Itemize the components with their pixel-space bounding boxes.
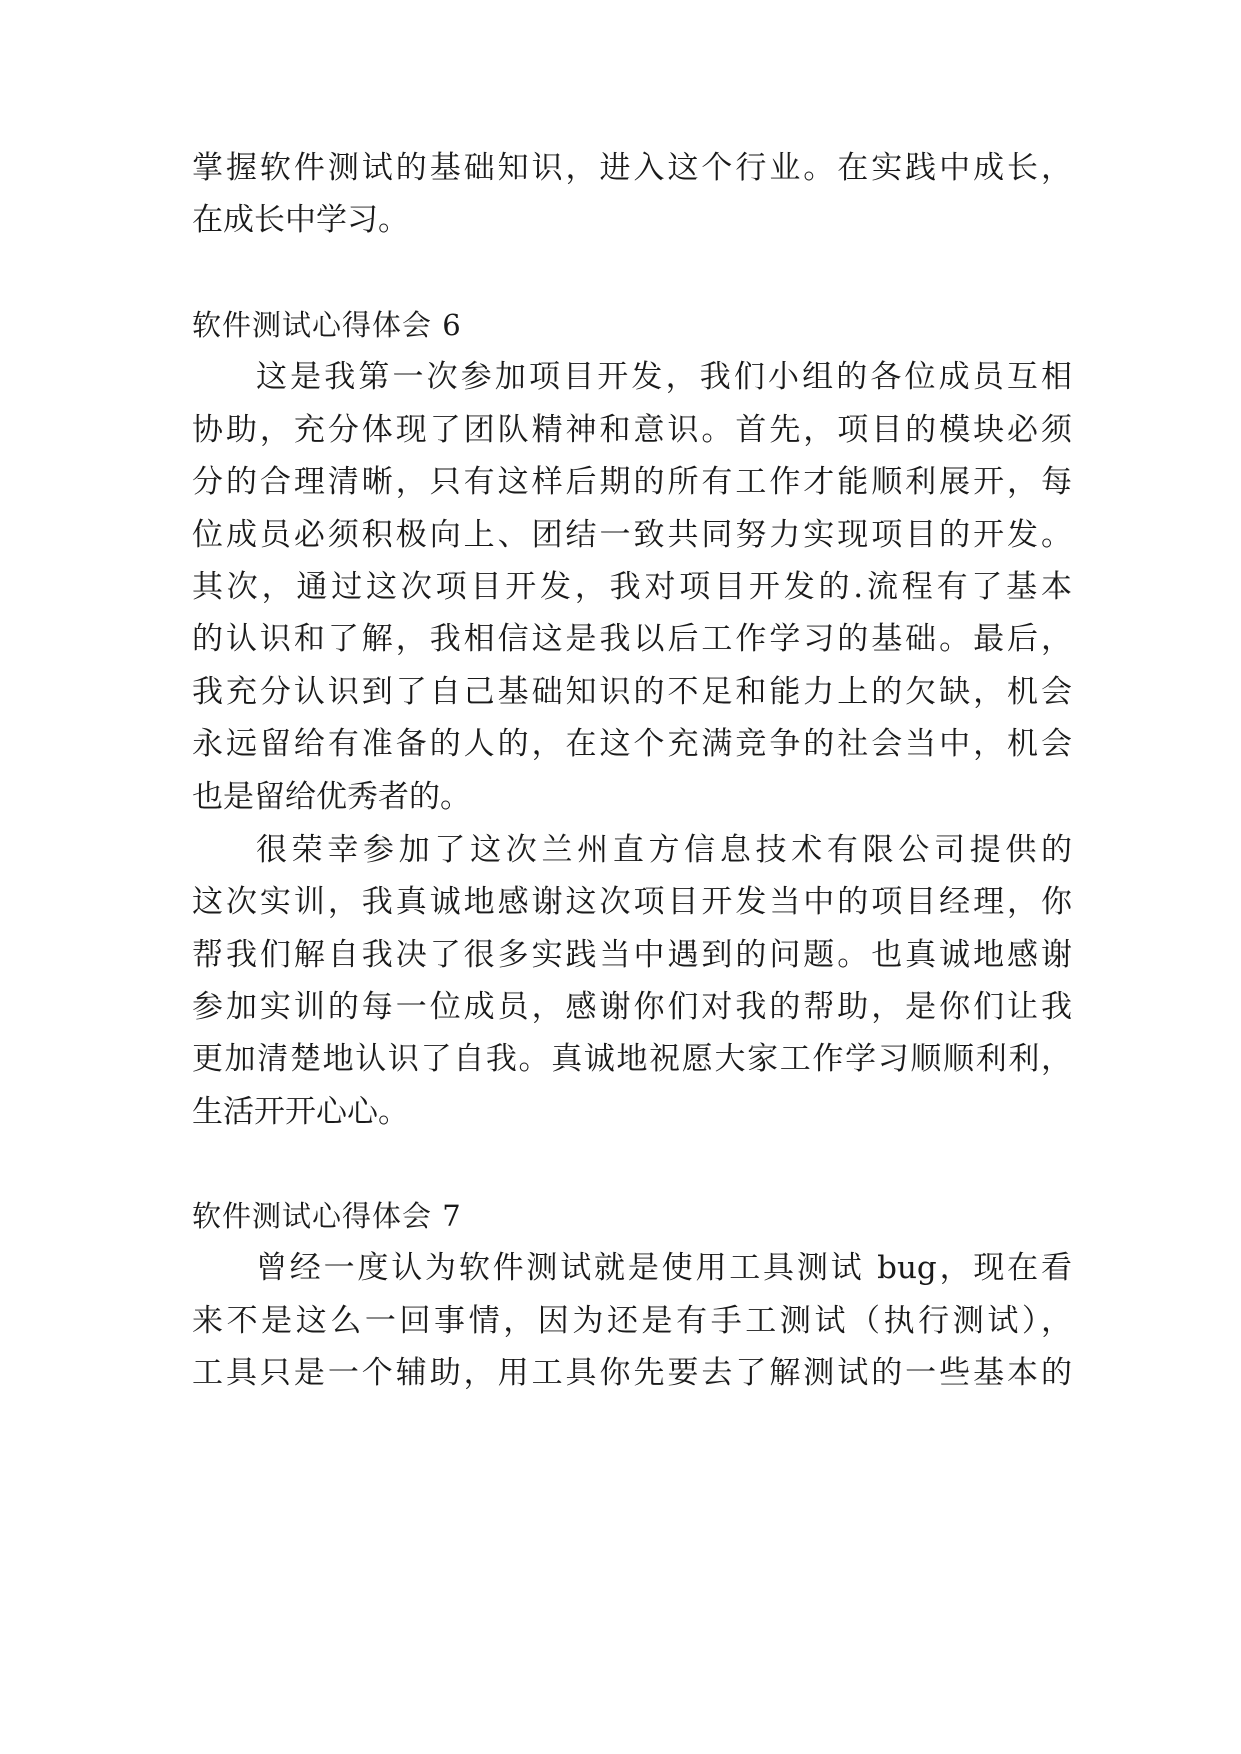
s6-p1-line-1: 这是我第一次参加项目开发，我们小组的各位成员互相 [256,359,1072,395]
s6-p1-line-4: 位成员必须积极向上、团结一致共同努力实现项目的开发。 [192,517,1072,553]
s6-p2-line-1: 很荣幸参加了这次兰州直方信息技术有限公司提供的 [256,832,1072,868]
s6-p2-line-2: 这次实训，我真诚地感谢这次项目开发当中的项目经理，你 [192,884,1072,920]
intro-line-2: 在成长中学习。 [192,202,409,238]
section-7-heading: 软件测试心得体会 7 [192,1199,462,1233]
s6-p1-line-9: 也是留给优秀者的。 [192,779,471,815]
s7-p1-line-1: 曾经一度认为软件测试就是使用工具测试 bug，现在看 [256,1250,1072,1286]
s6-p1-line-8: 永远留给有准备的人的，在这个充满竞争的社会当中，机会 [192,726,1072,762]
s6-p1-line-7: 我充分认识到了自己基础知识的不足和能力上的欠缺，机会 [192,674,1072,710]
section-6-heading: 软件测试心得体会 6 [192,308,462,342]
s6-p1-line-3: 分的合理清晰，只有这样后期的所有工作才能顺利展开，每 [192,464,1072,500]
s6-p1-line-2: 协助，充分体现了团队精神和意识。首先，项目的模块必须 [192,412,1072,448]
s6-p2-line-4: 参加实训的每一位成员，感谢你们对我的帮助，是你们让我 [192,989,1072,1025]
s6-p1-line-6: 的认识和了解，我相信这是我以后工作学习的基础。最后， [192,621,1072,657]
s7-p1-line-3: 工具只是一个辅助，用工具你先要去了解测试的一些基本的 [192,1355,1072,1391]
intro-line-1: 掌握软件测试的基础知识，进入这个行业。在实践中成长， [192,150,1072,186]
s6-p2-line-6: 生活开开心心。 [192,1094,409,1130]
s6-p1-line-5: 其次，通过这次项目开发，我对项目开发的.流程有了基本 [192,569,1072,605]
s6-p2-line-5: 更加清楚地认识了自我。真诚地祝愿大家工作学习顺顺利利， [192,1041,1072,1077]
s7-p1-line-2: 来不是这么一回事情，因为还是有手工测试（执行测试）， [192,1303,1072,1339]
s6-p2-line-3: 帮我们解自我决了很多实践当中遇到的问题。也真诚地感谢 [192,937,1072,973]
